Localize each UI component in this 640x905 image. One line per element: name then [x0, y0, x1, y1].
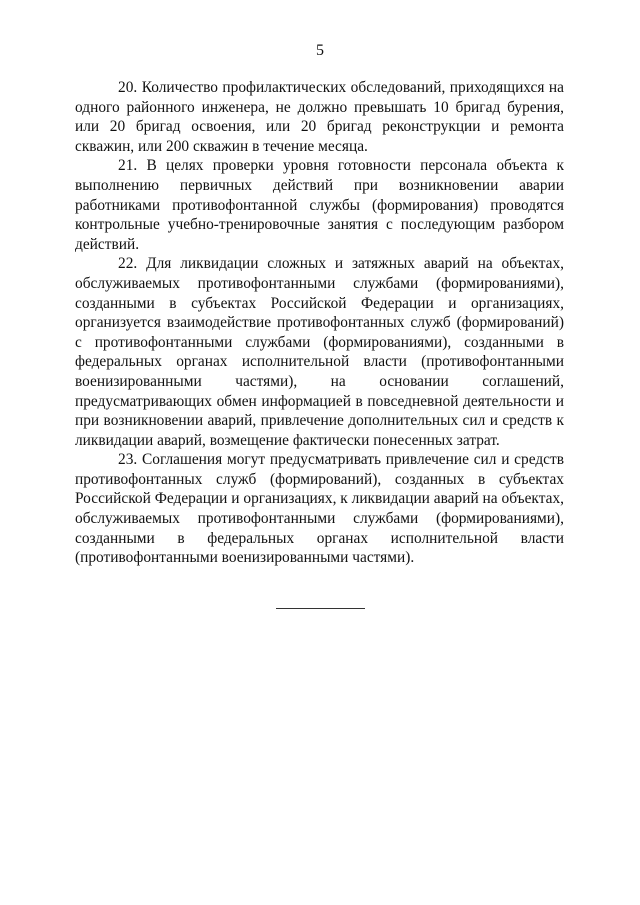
end-separator-line: [276, 608, 365, 609]
paragraph-23: 23. Соглашения могут предусматривать привлечение сил и средств противофонтанных служб (формирований), созданных в субъектах Российской Федерации и организациях, к ликвидации аварий на объектах, обслуживаемых противофонтанными службами (формированиями), созданными в федеральных органах исполнительной власти (противофонтанными военизированными частями).: [75, 451, 564, 567]
document-body: [75, 78, 564, 568]
page-number: 5: [316, 42, 324, 59]
paragraph-20: 20. Количество профилактических обследований, приходящихся на одного районного инженера, не должно превышать 10 бригад бурения, или 20 бригад освоения, или 20 бригад реконструкции и ремонта скважин, или 200 скважин в течение месяца.: [75, 79, 564, 155]
paragraph-22: 22. Для ликвидации сложных и затяжных аварий на объектах, обслуживаемых противофонтанными службами (формированиями), созданными в субъектах Российской Федерации и организациях, организуется взаимодействие противофонтанных служб (формирований) с противофонтанными службами (формированиями), созданными в федеральных органах исполнительной власти (противофонтанными военизированными частями), на основании соглашений, предусматривающих обмен информацией в повседневной деятельности и при возникновении аварий, привлечение дополнительных сил и средств к ликвидации аварий, возмещение фактически понесенных затрат.: [75, 255, 564, 449]
paragraph-21: 21. В целях проверки уровня готовности персонала объекта к выполнению первичных действий при возникновении аварии работниками противофонтанной службы (формирования) проводятся контрольные учебно-тренировочные занятия с последующим разбором действий.: [75, 157, 564, 253]
